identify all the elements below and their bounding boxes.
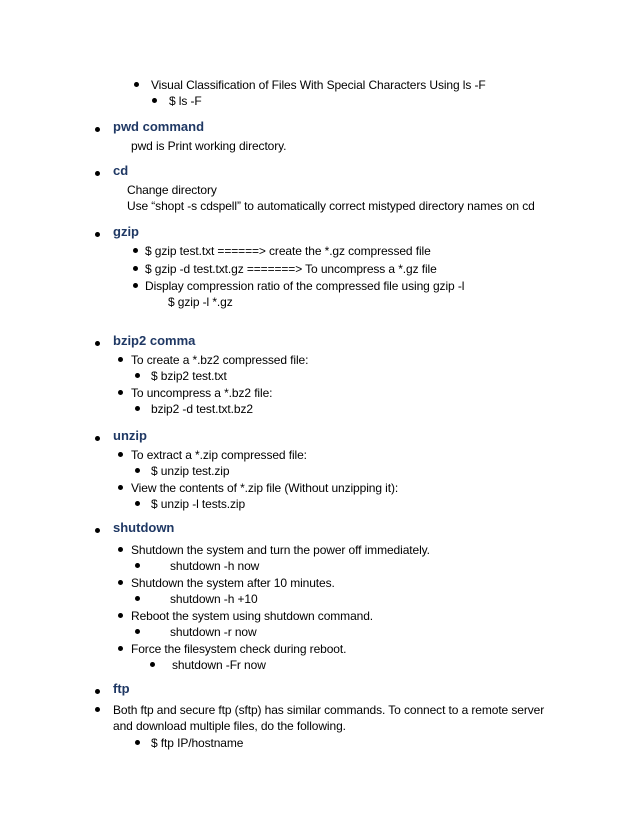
- bullet: [95, 232, 100, 237]
- list-item: View the contents of *.zip file (Without unzipping it):: [131, 481, 399, 495]
- body-text: pwd is Print working directory.: [131, 139, 287, 153]
- bullet: [135, 501, 140, 506]
- list-item: Shutdown the system and turn the power off immediately.: [131, 543, 430, 557]
- bullet: [118, 613, 123, 618]
- list-item: bzip2 -d test.txt.bz2: [151, 402, 253, 416]
- bullet: [134, 82, 139, 87]
- bullet: [135, 468, 140, 473]
- list-item: Visual Classification of Files With Special Characters Using ls -F: [151, 78, 486, 92]
- bullet: [118, 390, 123, 395]
- bullet: [118, 357, 123, 362]
- bullet: [118, 485, 123, 490]
- list-item: Display compression ratio of the compressed file using gzip -l: [145, 279, 465, 293]
- bullet: [135, 373, 140, 378]
- list-item: $ gzip -d test.txt.gz =======> To uncompress a *.gz file: [145, 262, 437, 276]
- list-item: shutdown -h +10: [170, 592, 258, 606]
- list-item: $ unzip -l tests.zip: [151, 497, 246, 511]
- bullet: [133, 248, 138, 253]
- list-item: $ ls -F: [169, 94, 202, 108]
- body-text: Use “shopt -s cdspell” to automatically correct mistyped directory names on cd: [127, 199, 535, 213]
- bullet: [95, 689, 100, 694]
- bullet: [95, 528, 100, 533]
- code-line: $ gzip -l *.gz: [168, 295, 233, 309]
- bullet: [135, 629, 140, 634]
- list-item: To uncompress a *.bz2 file:: [131, 386, 273, 400]
- bullet: [152, 98, 157, 103]
- bullet: [135, 596, 140, 601]
- list-item: shutdown -h now: [170, 559, 260, 573]
- bullet: [135, 563, 140, 568]
- bullet: [118, 547, 123, 552]
- list-item: To create a *.bz2 compressed file:: [131, 353, 309, 367]
- bullet: [95, 707, 100, 712]
- list-item: To extract a *.zip compressed file:: [131, 448, 307, 462]
- list-item: Shutdown the system after 10 minutes.: [131, 576, 335, 590]
- list-item: $ gzip test.txt ======> create the *.gz compressed file: [145, 244, 431, 258]
- list-item: Both ftp and secure ftp (sftp) has similar commands. To connect to a remote server: [113, 703, 545, 717]
- bullet: [95, 436, 100, 441]
- section-heading-bzip2: bzip2 comma: [113, 333, 196, 348]
- list-item: shutdown -Fr now: [172, 658, 266, 672]
- bullet: [95, 341, 100, 346]
- list-item: and download multiple files, do the following.: [113, 719, 346, 733]
- list-item: Reboot the system using shutdown command.: [131, 609, 374, 623]
- bullet: [95, 127, 100, 132]
- body-text: Change directory: [127, 183, 217, 197]
- section-heading-gzip: gzip: [113, 224, 139, 239]
- bullet: [135, 740, 140, 745]
- bullet: [118, 580, 123, 585]
- section-heading-unzip: unzip: [113, 428, 147, 443]
- list-item: Force the filesystem check during reboot.: [131, 642, 347, 656]
- bullet: [133, 266, 138, 271]
- section-heading-ftp: ftp: [113, 681, 130, 696]
- list-item: $ unzip test.zip: [151, 464, 230, 478]
- bullet: [135, 406, 140, 411]
- list-item: $ ftp IP/hostname: [151, 736, 244, 750]
- list-item: shutdown -r now: [170, 625, 257, 639]
- bullet: [118, 452, 123, 457]
- section-heading-cd: cd: [113, 163, 129, 178]
- bullet: [118, 646, 123, 651]
- bullet: [150, 662, 155, 667]
- section-heading-pwd: pwd command: [113, 119, 205, 134]
- list-item: $ bzip2 test.txt: [151, 369, 227, 383]
- bullet: [95, 171, 100, 176]
- section-heading-shutdown: shutdown: [113, 520, 175, 535]
- bullet: [133, 283, 138, 288]
